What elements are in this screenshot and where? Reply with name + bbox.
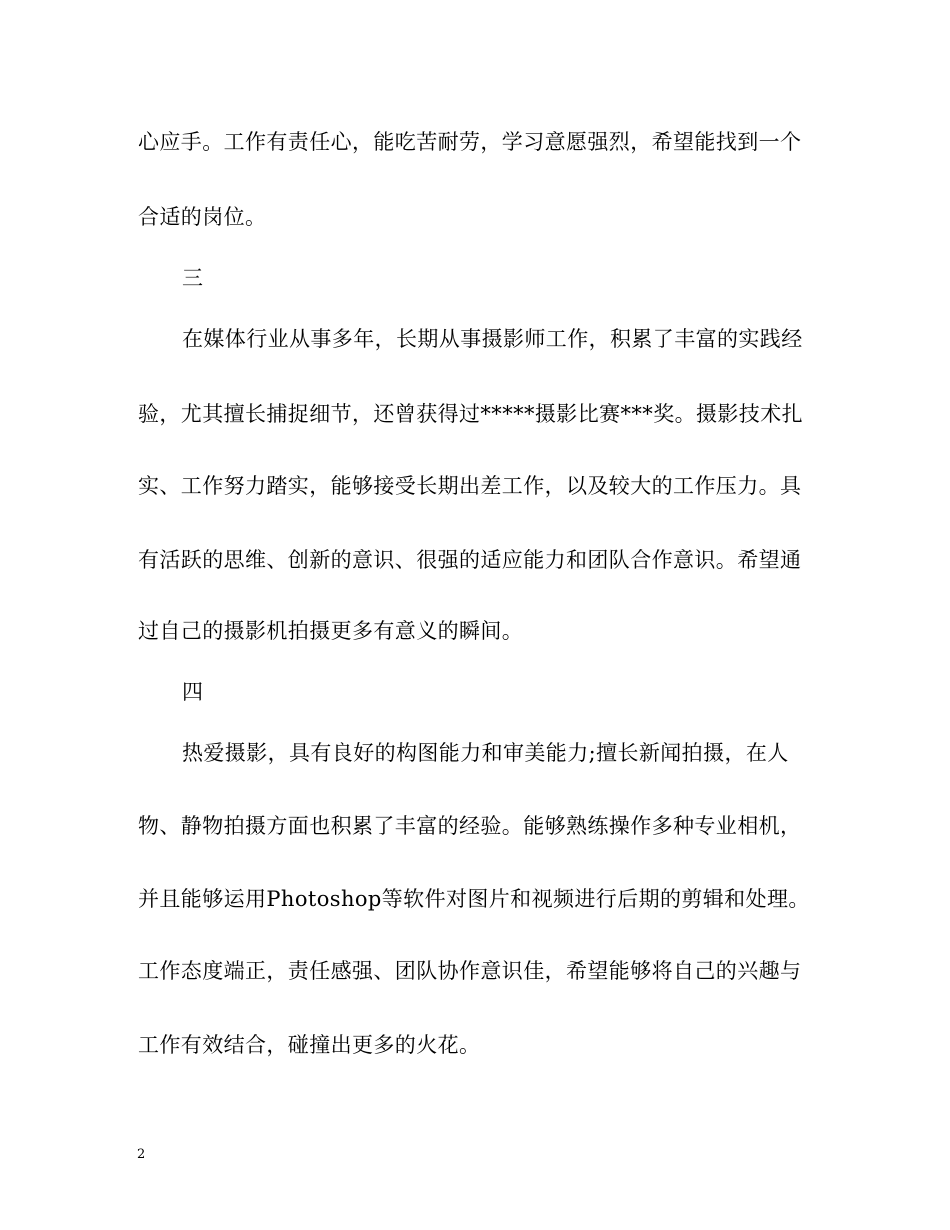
- text-line-14: 工作有效结合，碰撞出更多的火花。: [138, 1033, 481, 1057]
- text-line-1: 心应手。工作有责任心，能吃苦耐劳，学习意愿强烈，希望能找到一个: [138, 130, 802, 154]
- page-number: 2: [137, 1147, 146, 1162]
- text-line-13: 工作态度端正，责任感强、团队协作意识佳，希望能够将自己的兴趣与: [138, 959, 802, 983]
- text-line-8: 过自己的摄影机拍摄更多有意义的瞬间。: [138, 619, 524, 643]
- text-line-4: 在媒体行业从事多年，长期从事摄影师工作，积累了丰富的实践经: [182, 327, 803, 351]
- text-line-12: 并且能够运用Photoshop等软件对图片和视频进行后期的剪辑和处理。: [138, 887, 810, 911]
- text-line-10: 热爱摄影，具有良好的构图能力和审美能力;擅长新闻拍摄，在人: [182, 741, 789, 765]
- text-line-5: 验，尤其擅长捕捉细节，还曾获得过*****摄影比赛***奖。摄影技术扎: [138, 402, 803, 426]
- text-line-2: 合适的岗位。: [138, 205, 267, 229]
- text-line-6: 实、工作努力踏实，能够接受长期出差工作，以及较大的工作压力。具: [138, 474, 802, 498]
- text-line-11: 物、静物拍摄方面也积累了丰富的经验。能够熟练操作多种专业相机，: [138, 814, 802, 838]
- section-heading-4: 四: [182, 680, 204, 704]
- text-line-7: 有活跃的思维、创新的意识、很强的适应能力和团队合作意识。希望通: [138, 548, 802, 572]
- section-heading-3: 三: [182, 266, 204, 290]
